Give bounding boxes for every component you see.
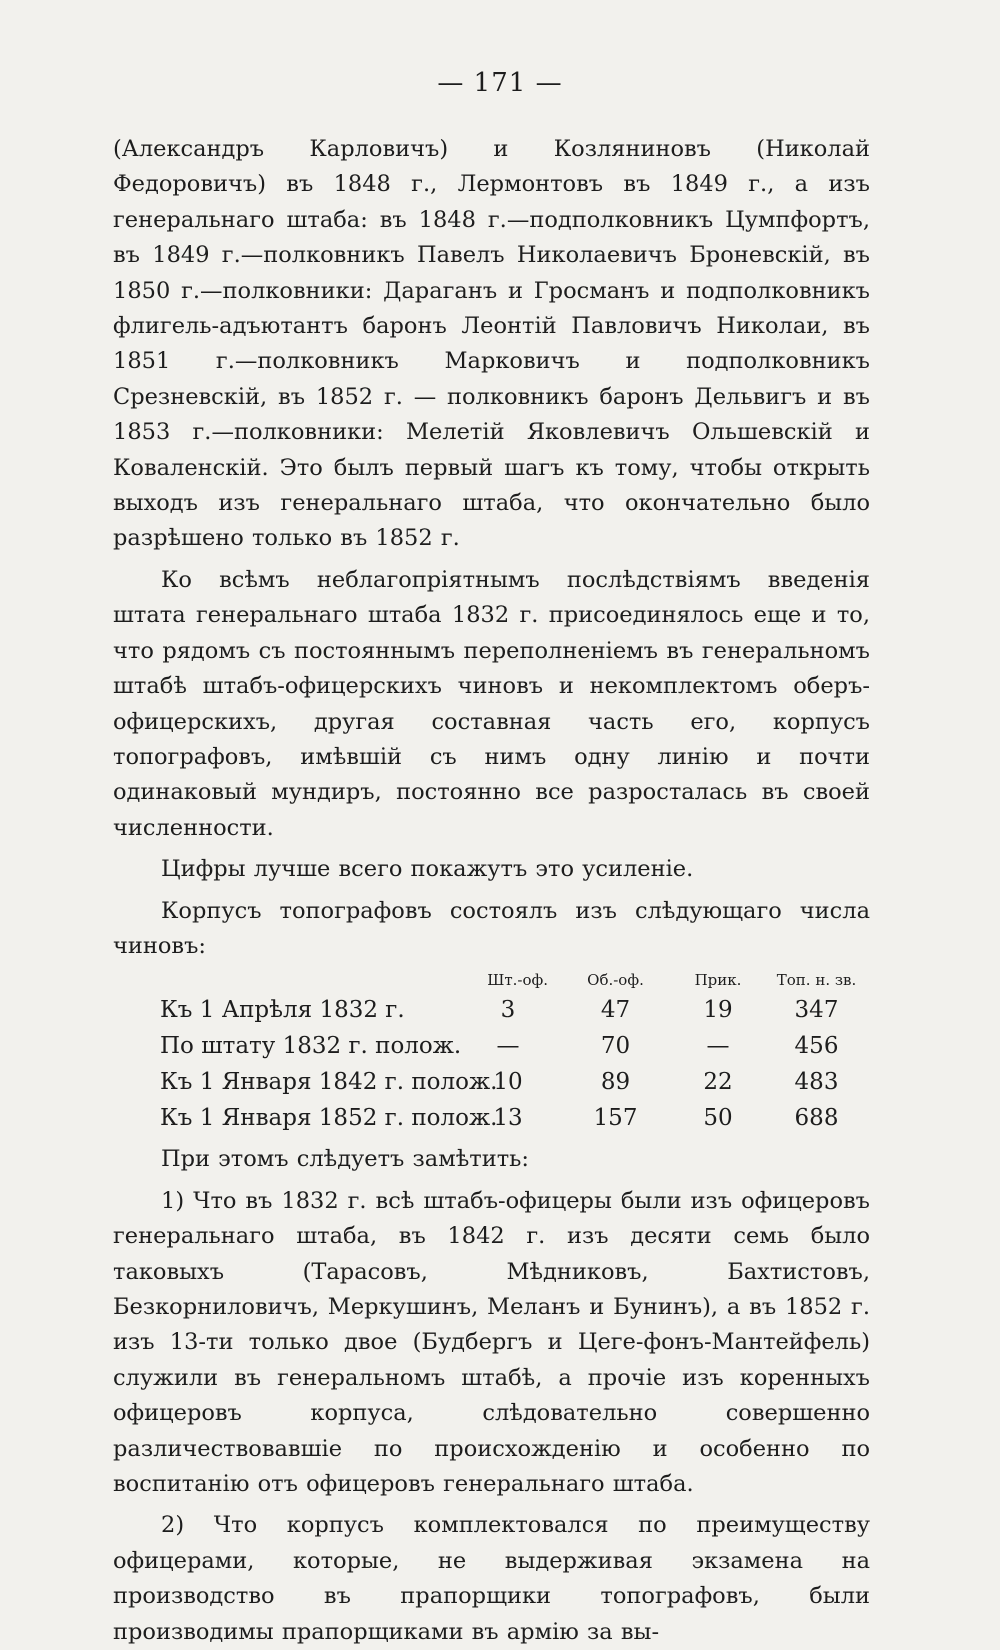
cell-attached: — bbox=[706, 1033, 730, 1060]
row-label: Къ 1 Января 1842 г. полож. bbox=[160, 1069, 498, 1096]
page-number: — 171 — bbox=[437, 68, 563, 98]
table-header-blank bbox=[113, 968, 458, 992]
table-header-attached: Прик. bbox=[694, 971, 742, 990]
cell-chief-officers: 47 bbox=[600, 997, 631, 1024]
table-row bbox=[113, 992, 870, 1028]
table-row bbox=[113, 1100, 870, 1136]
paragraph-continuation: (Александръ Карловичъ) и Козляниновъ (Николай Федоровичъ) въ 1848 г., Лермонтовъ въ 1849 г., а изъ генеральнаго штаба: въ 1848 г.—подполковникъ Цумпфортъ, въ 1849 г.—полковникъ Павелъ Николаевичъ Броневскій, въ 1850 г.—полковники: Дараганъ и Гросманъ и подполковникъ флигель-адъютантъ баронъ Леонтій Павловичъ Николаи, въ 1851 г.—полковникъ Марковичъ и подполковникъ Срезневскій, въ 1852 г. — полковникъ баронъ Дельвигъ и въ 1853 г.—полковники: Мелетій Яковлевичъ Ольшевскій и Коваленскій. Это былъ первый шагъ къ тому, чтобы открыть выходъ изъ генеральнаго штаба, что окончательно было разрѣшено только въ 1852 г. bbox=[113, 136, 870, 552]
paragraph-note-1: 1) Что въ 1832 г. всѣ штабъ-офицеры были изъ офицеровъ генеральнаго штаба, въ 1842 г. изъ десяти семь было таковыхъ (Тарасовъ, Мѣдниковъ, Бахтистовъ, Безкорниловичъ, Меркушинъ, Меланъ и Бунинъ), а въ 1852 г. изъ 13-ти только двое (Будбергъ и Цеге-фонъ-Мантейфель) служили въ генеральномъ штабѣ, а прочіе изъ коренныхъ офицеровъ корпуса, слѣдовательно совершенно различествовавшіе по происхожденію и особенно по воспитанію отъ офицеровъ генеральнаго штаба. bbox=[113, 1187, 870, 1497]
table-header-staff-officers: Шт.-оф. bbox=[487, 971, 548, 990]
paragraph-note-intro: При этомъ слѣдуетъ замѣтить: bbox=[161, 1146, 529, 1173]
ranks-table bbox=[113, 968, 870, 1136]
page-body bbox=[113, 132, 870, 1650]
cell-staff-officers: — bbox=[496, 1033, 520, 1060]
paragraph-figures-intro: Цифры лучше всего покажутъ это усиленіе. bbox=[161, 856, 694, 883]
cell-staff-officers: 13 bbox=[493, 1105, 523, 1132]
table-header-row bbox=[113, 968, 870, 992]
row-label: Къ 1 Апрѣля 1832 г. bbox=[160, 997, 405, 1024]
cell-lower-ranks: 483 bbox=[794, 1069, 839, 1096]
paragraph-note-2: 2) Что корпусъ комплектовался по преимуществу офицерами, которые, не выдерживая экзамена на производство въ прапорщики топографовъ, были производимы прапорщиками въ армію за вы- bbox=[113, 1512, 870, 1645]
table-header-chief-officers: Об.-оф. bbox=[587, 971, 644, 990]
row-label: Къ 1 Января 1852 г. полож. bbox=[160, 1105, 498, 1132]
cell-chief-officers: 89 bbox=[600, 1069, 631, 1096]
cell-attached: 19 bbox=[703, 997, 733, 1024]
cell-staff-officers: 3 bbox=[500, 997, 516, 1024]
cell-chief-officers: 157 bbox=[593, 1105, 638, 1132]
cell-lower-ranks: 688 bbox=[794, 1105, 839, 1132]
paragraph-topographers-corps: Ко всѣмъ неблагопріятнымъ послѣдствіямъ введенія штата генеральнаго штаба 1832 г. присоединялось еще и то, что рядомъ съ постояннымъ переполненіемъ въ генеральномъ штабѣ штабъ-офицерскихъ чиновъ и некомплектомъ оберъ-офицерскихъ, другая составная часть его, корпусъ топографовъ, имѣвшій съ нимъ одну линію и почти одинаковый мундиръ, постоянно все разросталась въ своей численности. bbox=[113, 566, 870, 841]
cell-lower-ranks: 456 bbox=[794, 1033, 839, 1060]
table-header-lower-ranks: Топ. н. зв. bbox=[776, 971, 857, 990]
paragraph-table-intro: Корпусъ топографовъ состоялъ изъ слѣдующаго числа чиновъ: bbox=[113, 897, 870, 959]
cell-lower-ranks: 347 bbox=[794, 997, 839, 1024]
cell-attached: 50 bbox=[703, 1105, 733, 1132]
cell-chief-officers: 70 bbox=[600, 1033, 631, 1060]
cell-attached: 22 bbox=[703, 1069, 733, 1096]
table-row bbox=[113, 1028, 870, 1064]
cell-staff-officers: 10 bbox=[493, 1069, 523, 1096]
row-label: По штату 1832 г. полож. bbox=[160, 1033, 462, 1060]
table-row bbox=[113, 1064, 870, 1100]
